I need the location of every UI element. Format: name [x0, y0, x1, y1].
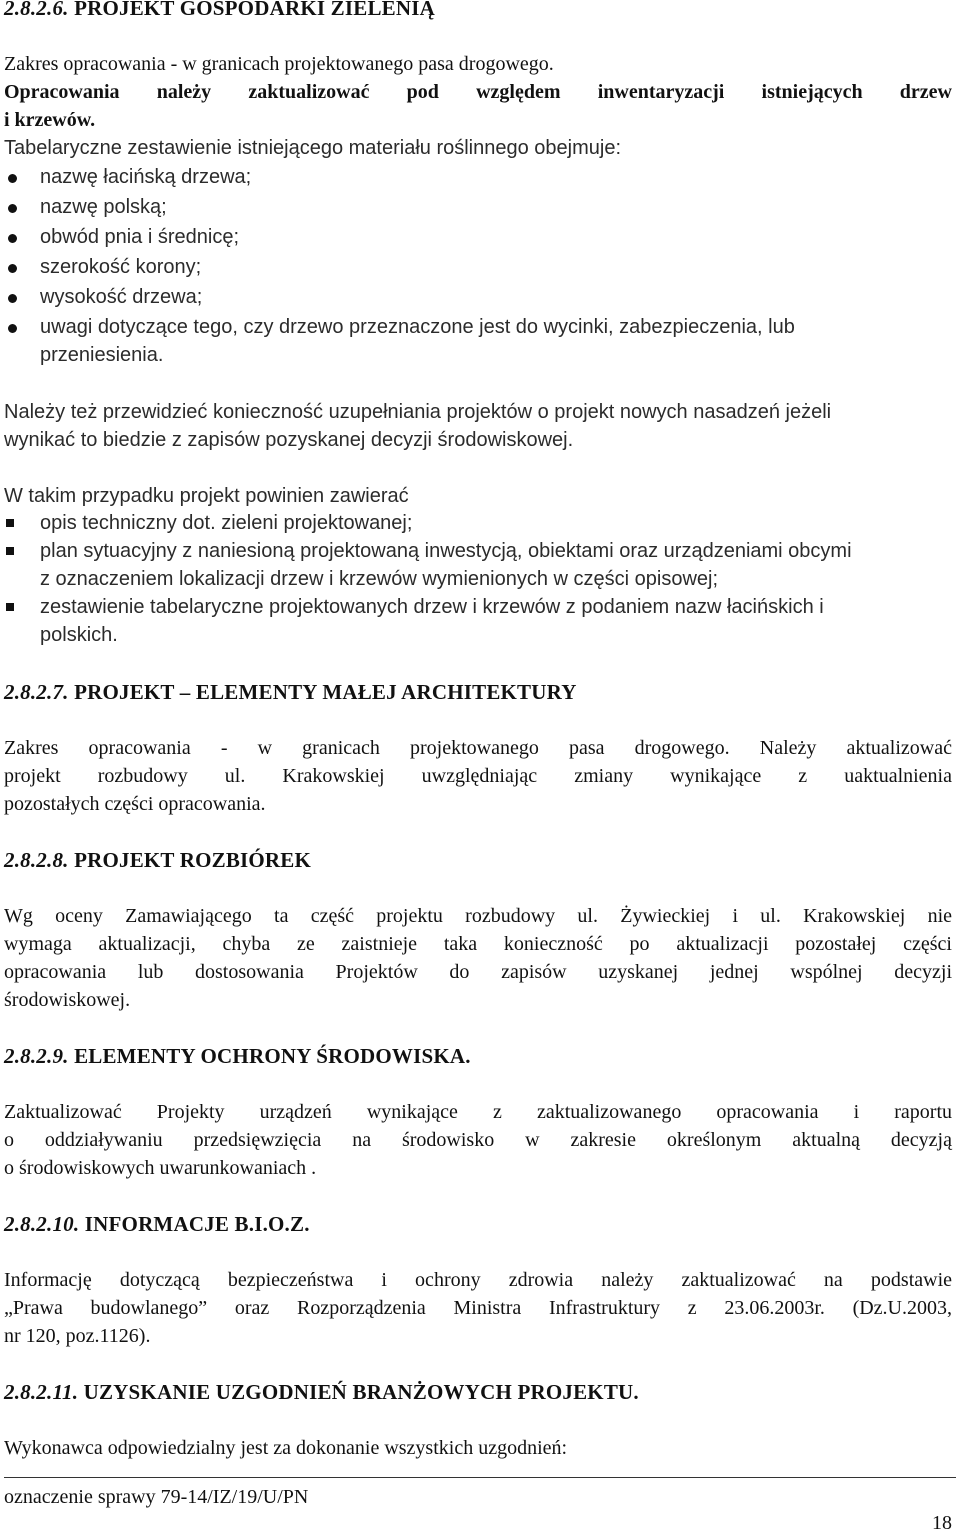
paragraph: Zakres opracowania - w granicach projektowanego pasa drogowego.	[4, 53, 554, 75]
paragraph: opracowania lub dostosowania Projektów do zapisów uzyskanej jednej wspólnej decyzji	[4, 961, 952, 983]
section-heading-2827	[4, 678, 956, 706]
paragraph: „Prawa budowlanego” oraz Rozporządzenia Ministra Infrastruktury z 23.06.2003r. (Dz.U.2003,	[4, 1297, 952, 1319]
bullet-icon	[8, 234, 17, 243]
heading-title: UZYSKANIE UZGODNIEŃ BRANŻOWYCH PROJEKTU.	[83, 1380, 639, 1404]
list-item-continuation: przeniesienia.	[40, 344, 164, 366]
list-item: plan sytuacyjny z naniesioną projektowaną inwestycją, obiektami oraz urządzeniami obcymi	[40, 540, 852, 562]
heading-number: 2.8.2.11.	[4, 1380, 79, 1404]
section-heading-28210	[4, 1210, 956, 1238]
square-bullet-icon	[6, 519, 14, 527]
list-item: opis techniczny dot. zieleni projektowanej;	[40, 512, 413, 534]
heading-title: PROJEKT ROZBIÓREK	[74, 848, 312, 872]
paragraph: projekt rozbudowy ul. Krakowskiej uwzględniając zmiany wynikające z uaktualnienia	[4, 765, 952, 787]
paragraph: Zakres opracowania - w granicach projektowanego pasa drogowego. Należy aktualizować	[4, 737, 952, 759]
heading-title: PROJEKT GOSPODARKI ZIELENIĄ	[74, 0, 435, 20]
paragraph-bold: i krzewów.	[4, 109, 96, 131]
list-item-continuation: polskich.	[40, 624, 118, 646]
paragraph: środowiskowej.	[4, 989, 131, 1011]
list-item: nazwę polską;	[40, 196, 167, 218]
page-number: 18	[932, 1512, 952, 1534]
paragraph: Wykonawca odpowiedzialny jest za dokonanie wszystkich uzgodnień:	[4, 1437, 568, 1459]
bullet-icon	[8, 324, 17, 333]
footer-case-reference: oznaczenie sprawy 79-14/IZ/19/U/PN	[4, 1486, 309, 1508]
paragraph: o środowiskowych uwarunkowaniach .	[4, 1157, 317, 1179]
paragraph: W takim przypadku projekt powinien zawierać	[4, 485, 409, 507]
list-item: zestawienie tabelaryczne projektowanych drzew i krzewów z podaniem nazw łacińskich i	[40, 596, 824, 618]
list-item: nazwę łacińską drzewa;	[40, 166, 252, 188]
section-heading-2829	[4, 1042, 956, 1070]
list-item: szerokość korony;	[40, 256, 202, 278]
heading-title: ELEMENTY OCHRONY ŚRODOWISKA.	[74, 1044, 471, 1068]
list-item-continuation: z oznaczeniem lokalizacji drzew i krzewów wymienionych w części opisowej;	[40, 568, 719, 590]
square-bullet-icon	[6, 603, 14, 611]
section-heading-2828	[4, 846, 956, 874]
heading-number: 2.8.2.10.	[4, 1212, 80, 1236]
square-bullet-icon	[6, 547, 14, 555]
paragraph: nr 120, poz.1126).	[4, 1325, 151, 1347]
heading-title: PROJEKT – ELEMENTY MAŁEJ ARCHITEKTURY	[74, 680, 577, 704]
paragraph: wymaga aktualizacji, chyba ze zaistnieje taka konieczność po aktualizacji pozostałej części	[4, 933, 952, 955]
paragraph-bold: Opracowania należy zaktualizować pod względem inwentaryzacji istniejących drzew	[4, 81, 952, 103]
heading-number: 2.8.2.9.	[4, 1044, 69, 1068]
paragraph: wynikać to biedzie z zapisów pozyskanej decyzji środowiskowej.	[4, 429, 574, 451]
bullet-icon	[8, 294, 17, 303]
section-heading-28211	[4, 1378, 956, 1406]
paragraph: o oddziaływaniu przedsięwzięcia na środowisko w zakresie określonym aktualną decyzją	[4, 1129, 952, 1151]
bullet-icon	[8, 204, 17, 213]
heading-number: 2.8.2.6.	[4, 0, 69, 20]
list-item: obwód pnia i średnicę;	[40, 226, 240, 248]
heading-number: 2.8.2.7.	[4, 680, 69, 704]
list-intro: Tabelaryczne zestawienie istniejącego materiału roślinnego obejmuje:	[4, 137, 622, 159]
paragraph: pozostałych części opracowania.	[4, 793, 266, 815]
bullet-icon	[8, 174, 17, 183]
section-heading-2826	[4, 0, 956, 22]
paragraph: Należy też przewidzieć konieczność uzupełniania projektów o projekt nowych nasadzeń jeżeli	[4, 401, 832, 423]
heading-number: 2.8.2.8.	[4, 848, 69, 872]
list-item: wysokość drzewa;	[40, 286, 203, 308]
paragraph: Informację dotyczącą bezpieczeństwa i ochrony zdrowia należy zaktualizować na podstawie	[4, 1269, 952, 1291]
heading-title: INFORMACJE B.I.O.Z.	[84, 1212, 310, 1236]
footer-divider	[4, 1477, 956, 1478]
paragraph: Wg oceny Zamawiającego ta część projektu rozbudowy ul. Żywieckiej i ul. Krakowskiej nie	[4, 905, 952, 927]
bullet-icon	[8, 264, 17, 273]
paragraph: Zaktualizować Projekty urządzeń wynikające z zaktualizowanego opracowania i raportu	[4, 1101, 952, 1123]
list-item: uwagi dotyczące tego, czy drzewo przeznaczone jest do wycinki, zabezpieczenia, lub	[40, 316, 795, 338]
